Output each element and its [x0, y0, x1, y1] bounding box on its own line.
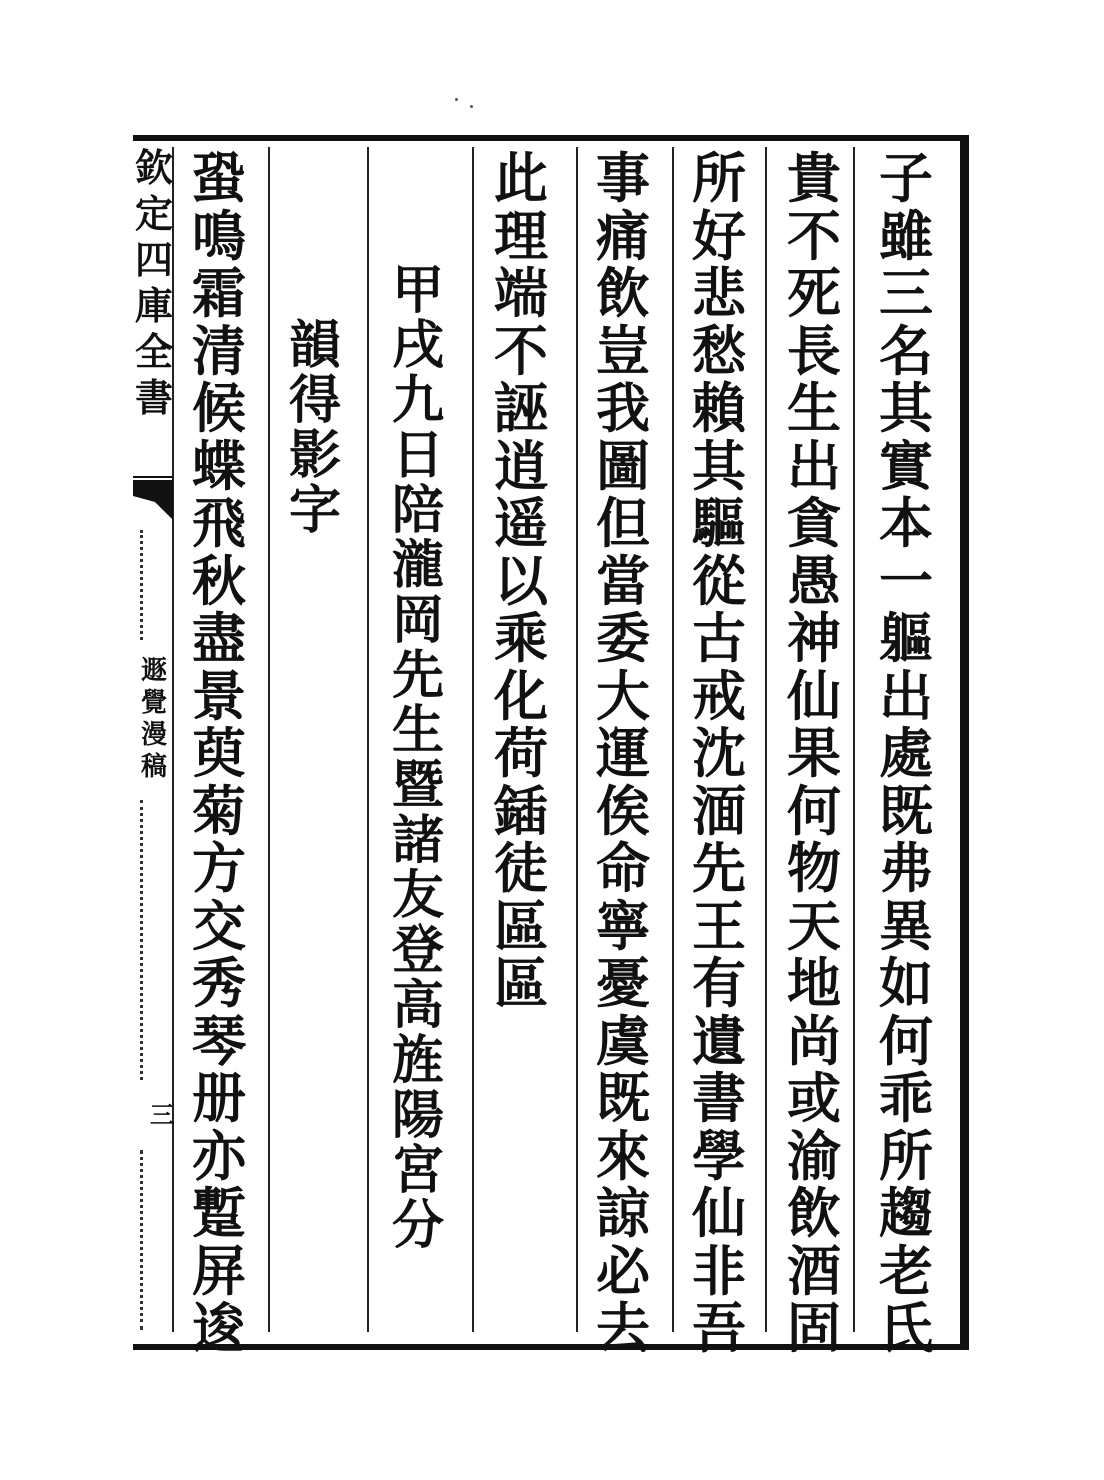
text-char: 去 [596, 1296, 650, 1360]
text-char: 雖 [879, 203, 933, 268]
text-char: 蝶 [192, 433, 246, 498]
text-char: 運 [596, 721, 650, 785]
margin-collection-title [133, 145, 175, 421]
text-char: 徒 [494, 836, 548, 900]
text-char: 陪 [391, 480, 444, 541]
column-rule [367, 147, 369, 1332]
text-char: 册 [192, 1066, 246, 1130]
text-char: 交 [192, 893, 246, 958]
text-char: 化 [494, 663, 548, 728]
text-char: 從 [692, 548, 746, 613]
text-char: 非 [692, 1238, 746, 1303]
text-char: 趨 [879, 1181, 933, 1245]
text-char: 一 [879, 548, 933, 613]
text-column-6-poem-title [375, 260, 461, 1256]
text-char: 固 [787, 1296, 841, 1360]
text-char: 日 [391, 425, 444, 486]
text-char: 友 [391, 865, 444, 926]
text-char: 所 [692, 146, 746, 210]
text-char: 渝 [787, 1123, 841, 1188]
text-char: 字 [288, 480, 341, 541]
text-char: 何 [879, 1008, 933, 1073]
text-char: 諒 [596, 1181, 650, 1245]
margin-char: 覺 [140, 688, 167, 718]
text-char: 事 [596, 146, 650, 210]
text-char: 處 [879, 721, 933, 785]
text-char: 乖 [879, 1066, 933, 1130]
text-char: 蛩 [192, 146, 246, 210]
text-char: 鳴 [192, 203, 246, 268]
text-char: 異 [879, 893, 933, 958]
text-char: 暨 [391, 755, 444, 816]
ink-speck [470, 105, 473, 108]
column-rule [472, 147, 474, 1332]
text-char: 本 [879, 491, 933, 555]
text-char: 子 [879, 146, 933, 210]
margin-char: 稿 [140, 752, 167, 782]
text-char: 天 [787, 893, 841, 958]
margin-char: 漫 [140, 720, 167, 750]
text-char: 貴 [787, 146, 841, 210]
text-char: 大 [596, 663, 650, 728]
column-rule [765, 147, 767, 1332]
text-char: 我 [596, 376, 650, 440]
text-char: 區 [494, 893, 548, 958]
text-char: 秀 [192, 951, 246, 1015]
text-char: 神 [787, 606, 841, 670]
text-char: 賴 [692, 376, 746, 440]
text-char: 甲 [391, 260, 444, 321]
text-char: 岡 [391, 590, 444, 651]
text-char: 驅 [692, 491, 746, 555]
text-char: 亦 [192, 1123, 246, 1188]
text-char: 戒 [692, 663, 746, 728]
text-char: 悲 [692, 261, 746, 325]
text-char: 果 [787, 721, 841, 785]
text-char: 實 [879, 433, 933, 498]
text-char: 沈 [692, 721, 746, 785]
text-char: 陽 [391, 1085, 444, 1146]
text-char: 以 [494, 548, 548, 613]
text-char: 但 [596, 491, 650, 555]
text-char: 菊 [192, 778, 246, 843]
text-char: 端 [494, 261, 548, 325]
text-char: 名 [879, 318, 933, 383]
text-char: 死 [787, 261, 841, 325]
text-char: 其 [692, 433, 746, 498]
margin-dotted-rule [140, 800, 143, 1080]
text-char: 痛 [596, 203, 650, 268]
text-char: 吾 [692, 1296, 746, 1360]
text-char: 生 [787, 376, 841, 440]
text-char: 老 [879, 1238, 933, 1303]
text-char: 瀧 [391, 535, 444, 596]
text-column-7-poem-title-cont [272, 315, 358, 541]
text-char: 飲 [787, 1181, 841, 1245]
text-char: 逍 [494, 433, 548, 498]
text-column-2 [771, 146, 857, 1360]
column-rule [672, 147, 674, 1332]
text-char: 憂 [596, 951, 650, 1015]
text-char: 寧 [596, 893, 650, 958]
text-char: 仙 [692, 1181, 746, 1245]
text-char: 韻 [288, 315, 341, 376]
text-char: 圖 [596, 433, 650, 498]
text-char: 地 [787, 951, 841, 1015]
margin-char: 庫 [134, 283, 173, 328]
text-char: 愁 [692, 318, 746, 383]
margin-char: 四 [134, 237, 173, 282]
text-char: 軀 [879, 606, 933, 670]
margin-char: 遯 [140, 656, 167, 686]
text-char: 萸 [192, 721, 246, 785]
page-number: 三 [150, 1100, 174, 1129]
text-char: 好 [692, 203, 746, 268]
margin-char: 欽 [134, 145, 173, 190]
text-column-5 [478, 146, 564, 1015]
text-char: 既 [879, 778, 933, 843]
text-char: 秋 [192, 548, 246, 613]
text-char: 尚 [787, 1008, 841, 1073]
text-char: 書 [692, 1066, 746, 1130]
text-char: 愚 [787, 548, 841, 613]
text-char: 清 [192, 318, 246, 383]
text-char: 弗 [879, 836, 933, 900]
text-char: 三 [879, 261, 933, 325]
text-char: 出 [787, 433, 841, 498]
text-char: 方 [192, 836, 246, 900]
text-char: 琴 [192, 1008, 246, 1073]
text-char: 既 [596, 1066, 650, 1130]
text-char: 酒 [787, 1238, 841, 1303]
margin-char: 全 [134, 329, 173, 374]
margin-char: 定 [134, 191, 173, 236]
text-char: 必 [596, 1238, 650, 1303]
text-char: 貪 [787, 491, 841, 555]
text-char: 王 [692, 893, 746, 958]
text-char: 理 [494, 203, 548, 268]
text-char: 虞 [596, 1008, 650, 1073]
text-char: 景 [192, 663, 246, 728]
text-column-1 [863, 146, 949, 1360]
text-char: 分 [391, 1195, 444, 1256]
column-rule [576, 147, 578, 1332]
column-rule [268, 147, 270, 1332]
text-char: 所 [879, 1123, 933, 1188]
text-char: 命 [596, 836, 650, 900]
text-char: 霜 [192, 261, 246, 325]
text-char: 飛 [192, 491, 246, 555]
ink-speck [455, 98, 458, 101]
text-char: 當 [596, 548, 650, 613]
text-char: 此 [494, 146, 548, 210]
text-char: 長 [787, 318, 841, 383]
text-char: 區 [494, 951, 548, 1015]
text-char: 諸 [391, 810, 444, 871]
text-char: 盡 [192, 606, 246, 670]
text-char: 來 [596, 1123, 650, 1188]
text-char: 如 [879, 951, 933, 1015]
text-char: 湎 [692, 778, 746, 843]
text-char: 荷 [494, 721, 548, 785]
margin-dotted-rule [140, 1150, 143, 1330]
text-char: 先 [692, 836, 746, 900]
text-char: 豈 [596, 318, 650, 383]
text-char: 物 [787, 836, 841, 900]
margin-book-title [133, 655, 175, 783]
text-char: 氏 [879, 1296, 933, 1360]
text-char: 候 [192, 376, 246, 440]
text-char: 戌 [391, 315, 444, 376]
text-char: 出 [879, 663, 933, 728]
margin-dotted-rule [140, 530, 143, 640]
text-column-8 [176, 146, 262, 1360]
text-char: 委 [596, 606, 650, 670]
text-char: 遺 [692, 1008, 746, 1073]
text-char: 生 [391, 700, 444, 761]
text-char: 飲 [596, 261, 650, 325]
text-char: 影 [288, 425, 341, 486]
text-char: 登 [391, 920, 444, 981]
text-char: 逡 [192, 1296, 246, 1360]
text-char: 何 [787, 778, 841, 843]
text-char: 高 [391, 975, 444, 1036]
text-char: 有 [692, 951, 746, 1015]
text-char: 遥 [494, 491, 548, 555]
text-char: 得 [288, 370, 341, 431]
text-column-4 [580, 146, 666, 1360]
text-char: 俟 [596, 778, 650, 843]
text-char: 先 [391, 645, 444, 706]
text-char: 鍤 [494, 778, 548, 843]
text-char: 古 [692, 606, 746, 670]
fishtail-rule [133, 476, 173, 478]
text-char: 其 [879, 376, 933, 440]
text-char: 不 [494, 318, 548, 383]
text-char: 不 [787, 203, 841, 268]
text-char: 乘 [494, 606, 548, 670]
text-char: 或 [787, 1066, 841, 1130]
text-char: 誣 [494, 376, 548, 440]
text-char: 學 [692, 1123, 746, 1188]
text-char: 旌 [391, 1030, 444, 1091]
text-char: 宮 [391, 1140, 444, 1201]
margin-char: 書 [134, 375, 173, 420]
text-column-3 [676, 146, 762, 1360]
text-char: 仙 [787, 663, 841, 728]
text-char: 屏 [192, 1238, 246, 1303]
text-char: 蹔 [192, 1181, 246, 1245]
text-char: 九 [391, 370, 444, 431]
